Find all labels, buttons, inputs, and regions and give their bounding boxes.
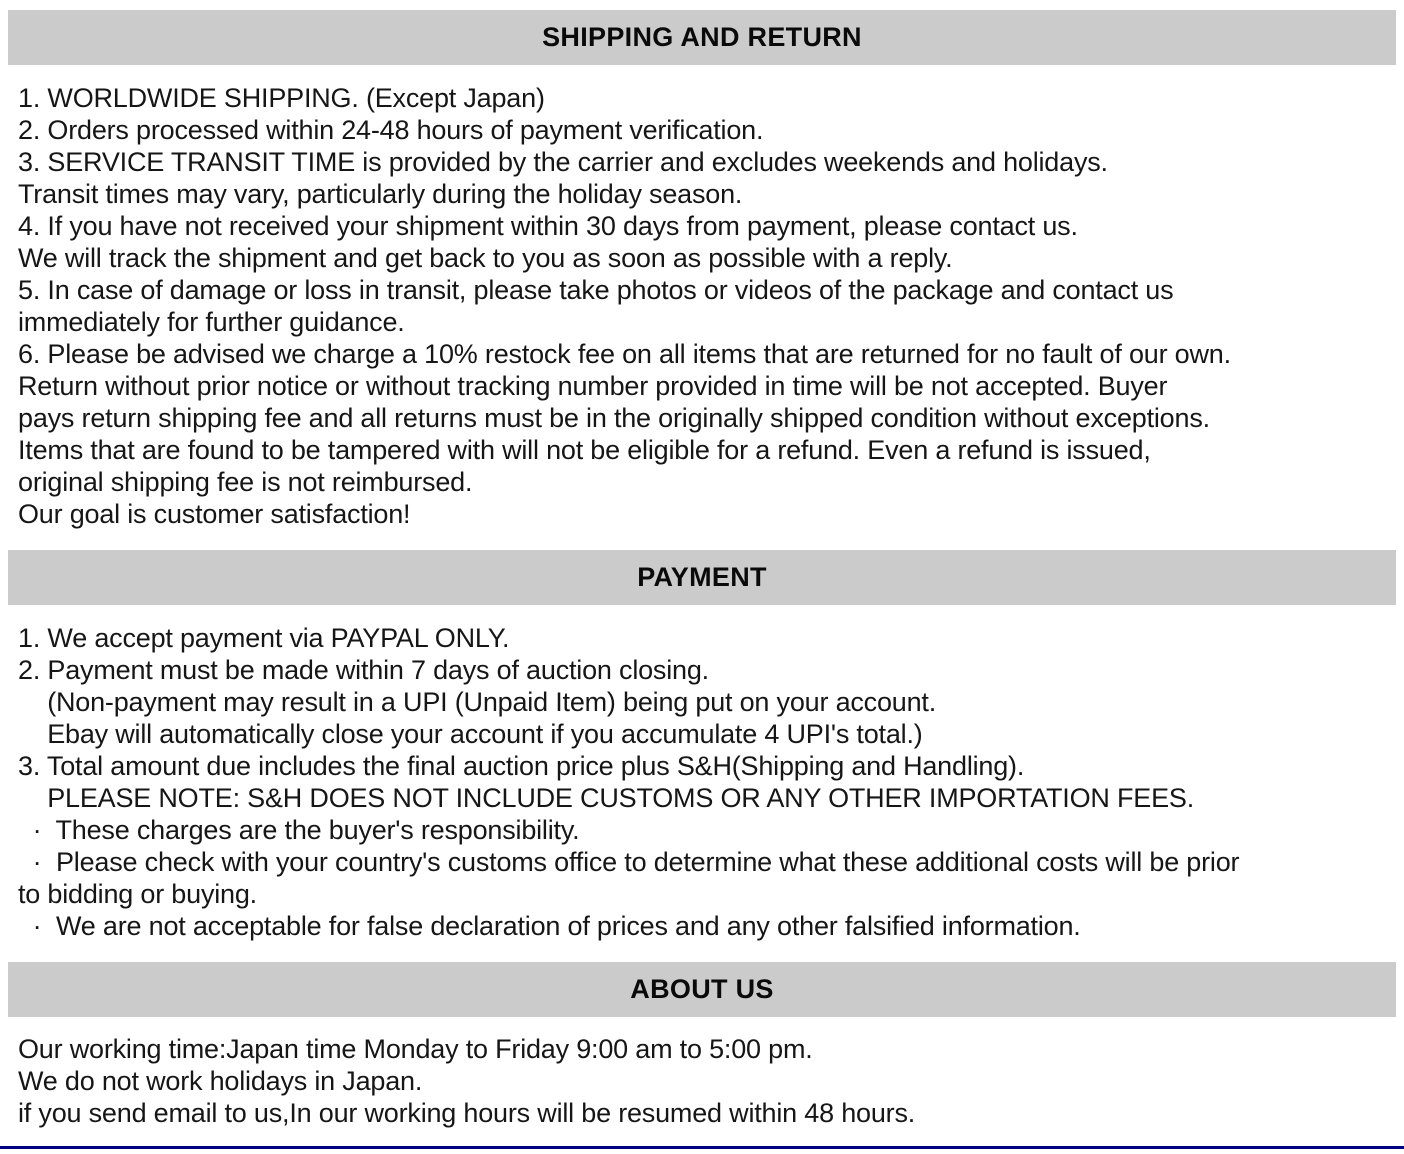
payment-title: PAYMENT: [637, 562, 767, 592]
text-line: 3. Total amount due includes the final auction price plus S&H(Shipping and Handling).: [18, 751, 1025, 781]
text-line: 2. Orders processed within 24-48 hours of payment verification.: [18, 115, 764, 145]
text-line: 4. If you have not received your shipment within 30 days from payment, please contact us.: [18, 211, 1078, 241]
shipping-terms-text: [0, 65, 1404, 550]
text-line: 6. Please be advised we charge a 10% restock fee on all items that are returned for no fault of our own.: [18, 339, 1231, 369]
text-line: We do not work holidays in Japan.: [18, 1066, 423, 1096]
payment-title-bar: [8, 550, 1396, 605]
text-line: pays return shipping fee and all returns must be in the originally shipped condition without exceptions.: [18, 403, 1210, 433]
about-us-title: ABOUT US: [630, 974, 774, 1004]
section-shipping-and-return: [0, 10, 1404, 550]
text-line: 5. In case of damage or loss in transit, please take photos or videos of the package and contact us: [18, 275, 1174, 305]
text-line: PLEASE NOTE: S&H DOES NOT INCLUDE CUSTOMS OR ANY OTHER IMPORTATION FEES.: [18, 783, 1195, 813]
text-line: · These charges are the buyer's responsibility.: [18, 815, 580, 845]
payment-terms-text: [0, 605, 1404, 962]
text-line: We will track the shipment and get back to you as soon as possible with a reply.: [18, 243, 953, 273]
about-us-text: [0, 1017, 1404, 1129]
shipping-title: SHIPPING AND RETURN: [542, 22, 862, 52]
text-line: 1. We accept payment via PAYPAL ONLY.: [18, 623, 510, 653]
text-line: Items that are found to be tampered with will not be eligible for a refund. Even a refund is issued,: [18, 435, 1151, 465]
text-line: Our goal is customer satisfaction!: [18, 499, 411, 529]
text-line: Transit times may vary, particularly during the holiday season.: [18, 179, 743, 209]
text-line: · We are not acceptable for false declaration of prices and any other falsified information.: [18, 911, 1081, 941]
text-line: · Please check with your country's customs office to determine what these additional costs will be prior: [18, 847, 1240, 877]
about-us-title-bar: [8, 962, 1396, 1017]
text-line: 2. Payment must be made within 7 days of auction closing.: [18, 655, 709, 685]
text-line: 3. SERVICE TRANSIT TIME is provided by the carrier and excludes weekends and holidays.: [18, 147, 1108, 177]
bottom-divider: [0, 1146, 1404, 1149]
text-line: if you send email to us,In our working hours will be resumed within 48 hours.: [18, 1098, 916, 1128]
text-line: to bidding or buying.: [18, 879, 257, 909]
text-line: Our working time:Japan time Monday to Friday 9:00 am to 5:00 pm.: [18, 1034, 813, 1064]
text-line: original shipping fee is not reimbursed.: [18, 467, 473, 497]
text-line: 1. WORLDWIDE SHIPPING. (Except Japan): [18, 83, 545, 113]
text-line: (Non-payment may result in a UPI (Unpaid Item) being put on your account.: [18, 687, 937, 717]
text-line: Return without prior notice or without tracking number provided in time will be not accepted. Buyer: [18, 371, 1168, 401]
section-about-us: [0, 962, 1404, 1129]
text-line: immediately for further guidance.: [18, 307, 405, 337]
text-line: Ebay will automatically close your account if you accumulate 4 UPI's total.): [18, 719, 923, 749]
section-payment: [0, 550, 1404, 962]
shipping-title-bar: [8, 10, 1396, 65]
